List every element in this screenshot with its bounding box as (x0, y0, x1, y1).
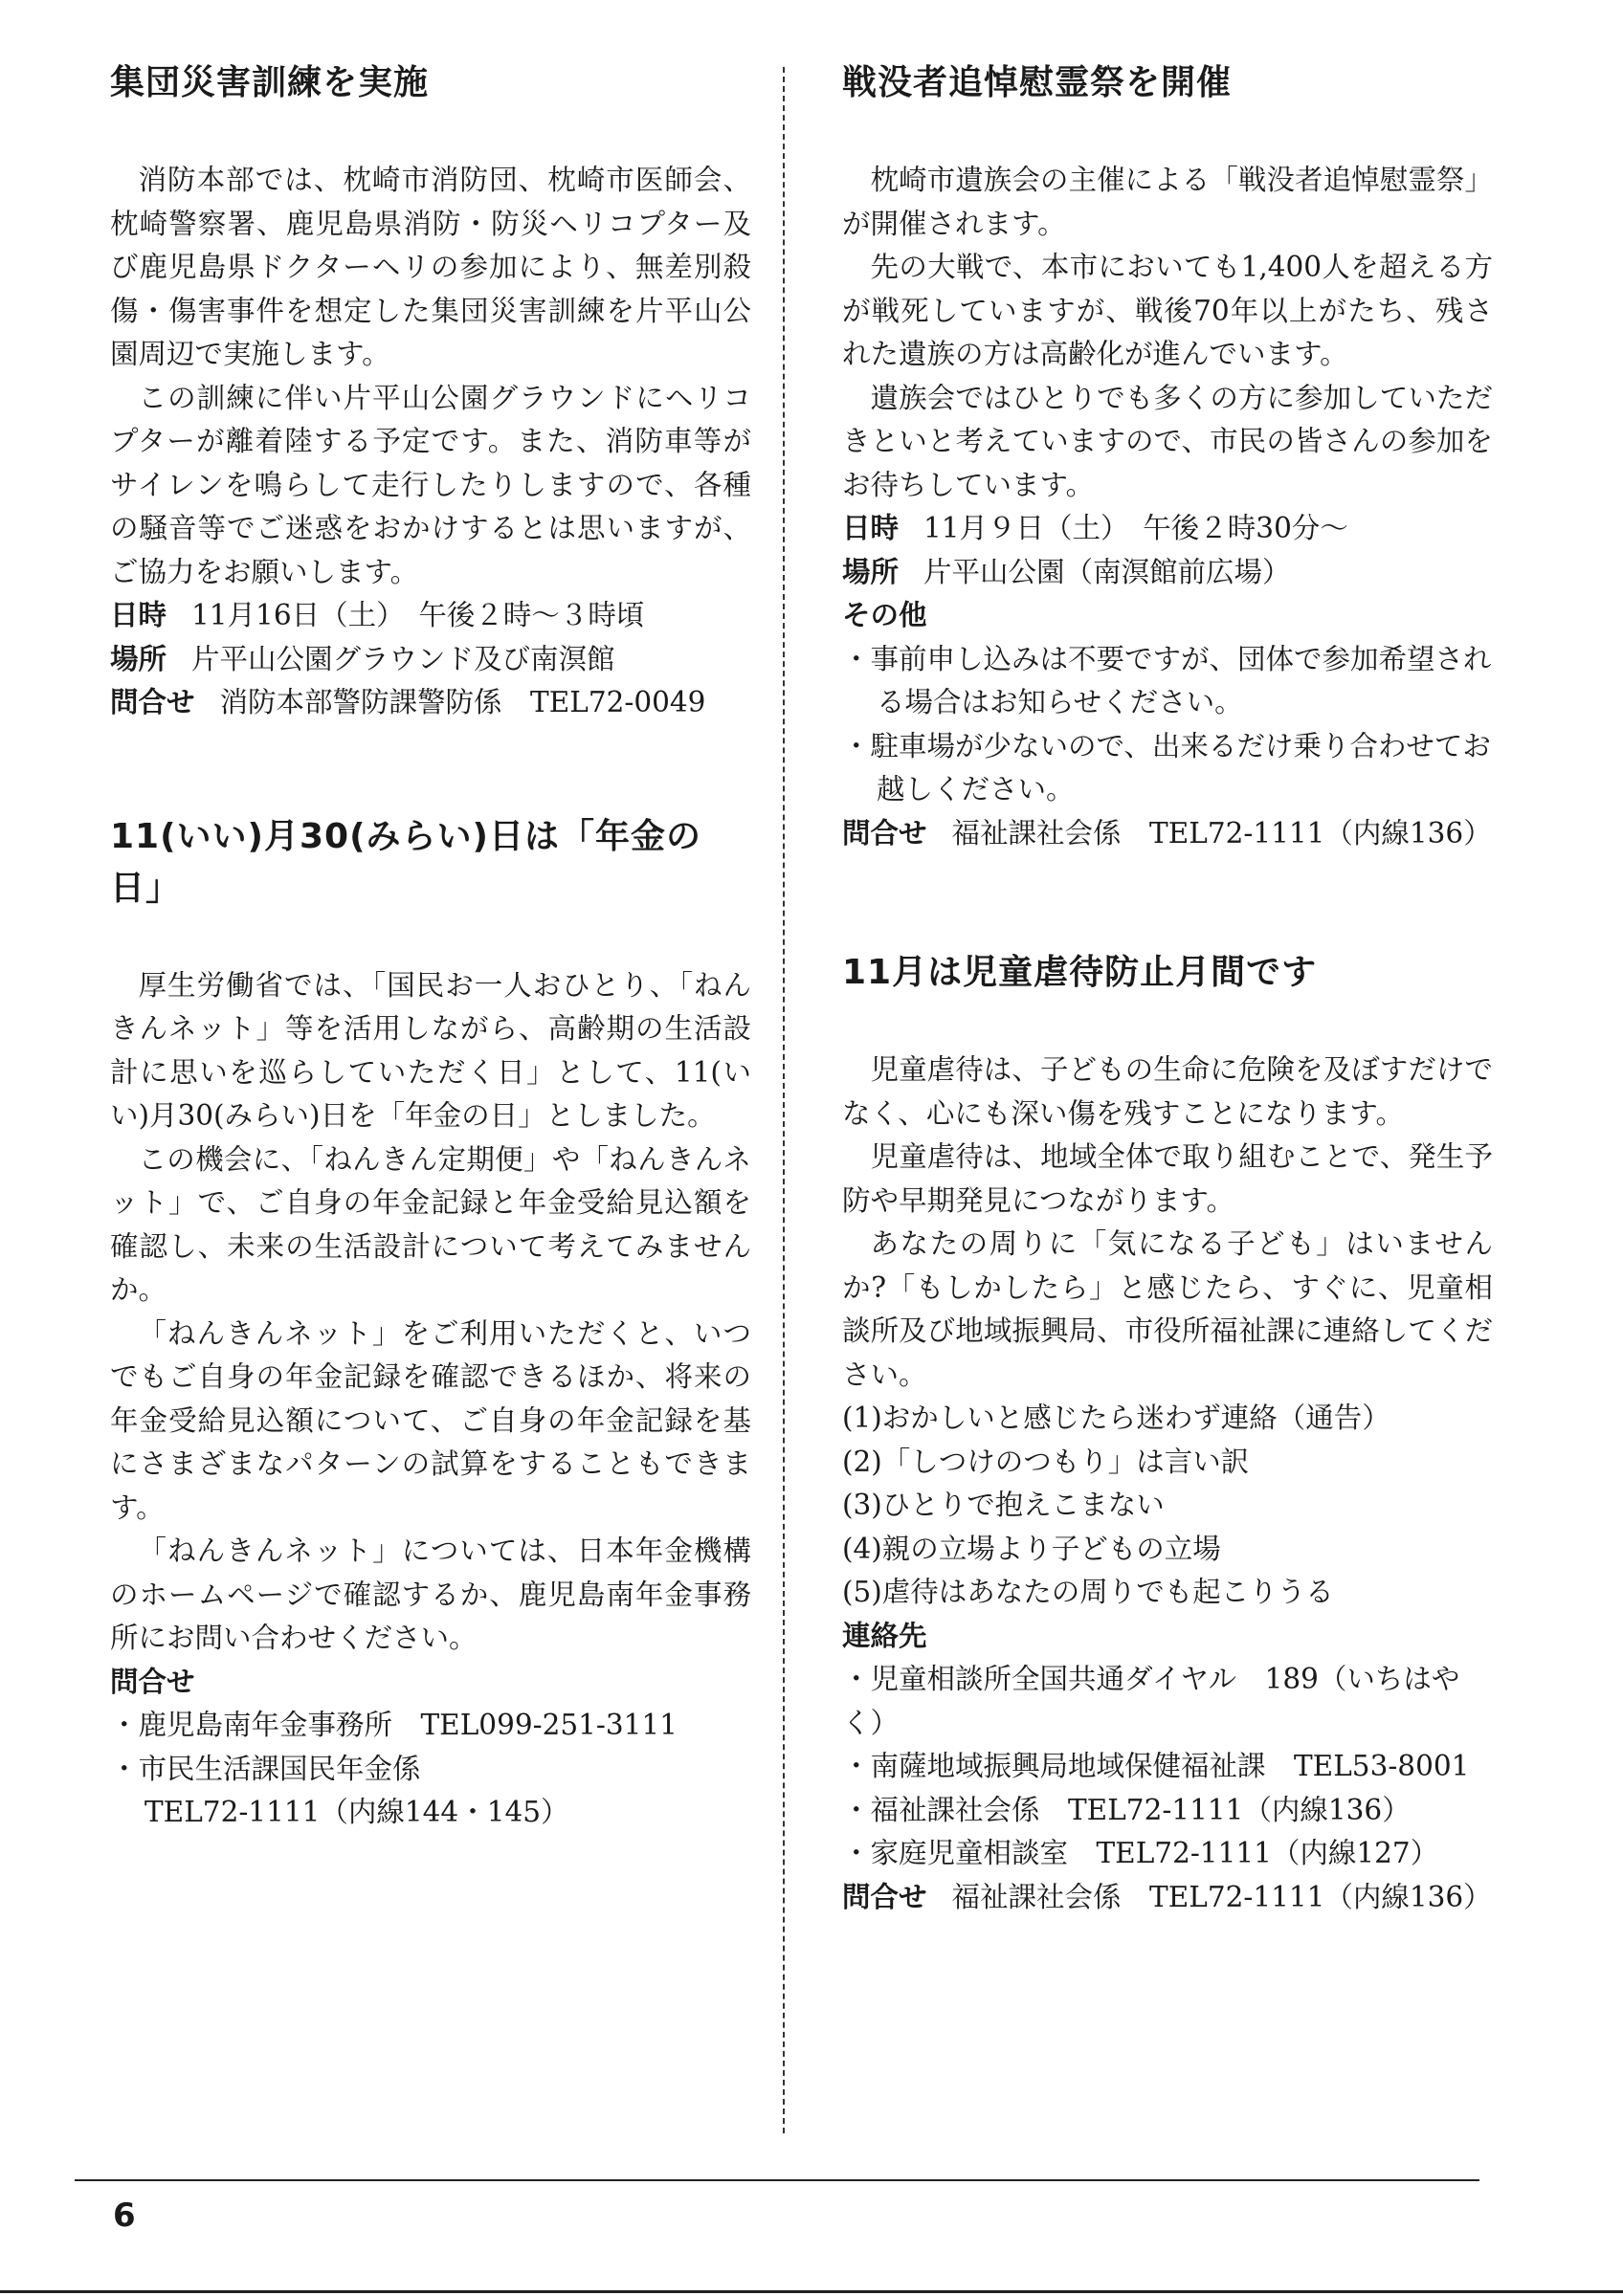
memorial-contact-row (842, 812, 1493, 856)
abuse-contact-row (842, 1876, 1493, 1920)
pension-contact-2: ・市民生活課国民年金係 (110, 1752, 421, 1785)
abuse-liaison-3: ・福祉課社会係 TEL72-1111（内線136） (842, 1793, 1411, 1826)
pension-article (110, 811, 751, 1835)
memorial-place-value: 片平山公園（南溟館前広場） (923, 555, 1291, 588)
abuse-liaison-1: ・児童相談所全国共通ダイヤル 189（いちはやく） (842, 1663, 1460, 1739)
abuse-paragraph-1: 児童虐待は、子どもの生命に危険を及ぼすだけでなく、心にも深い傷を残すことになります。 (842, 1053, 1493, 1130)
memorial-paragraph-3: 遺族会ではひとりでも多くの方に参加していただきといと考えていますので、市民の皆さんの参加をお待ちしています。 (842, 381, 1493, 501)
memorial-contact-label: 問合せ (842, 816, 927, 850)
memorial-date-label: 日時 (842, 512, 900, 544)
left-column (110, 57, 751, 1835)
drill-paragraph-2: この訓練に伴い片平山公園グラウンドにヘリコプターが離着陸する予定です。また、消防車等がサイレンを鳴らして走行したりしますので、各種の騒音等でご迷惑をおかけするとは思いますが、ご協力をお願いします。 (110, 381, 751, 588)
drill-place-row (110, 638, 751, 682)
pension-paragraph-1: 厚生労働省では、「国民お一人おひとり、「ねんきんネット」等を活用しながら、高齢期の生活設計に思いを巡らしていただく日」として、11(いい)月30(みらい)日を「年金の日」としました。 (110, 968, 751, 1132)
column-divider (783, 67, 785, 2133)
memorial-place-label: 場所 (842, 555, 900, 588)
abuse-contact-label: 問合せ (842, 1880, 927, 1913)
footer-rule (75, 2179, 1479, 2181)
pension-title: 11(いい)月30(みらい)日は「年金の日」 (110, 816, 702, 908)
abuse-paragraph-2: 児童虐待は、地域全体で取り組むことで、発生予防や早期発見につながります。 (842, 1140, 1493, 1217)
abuse-point-1: (1)おかしいと感じたら迷わず連絡（通告） (842, 1402, 1390, 1434)
abuse-liaison-4: ・家庭児童相談室 TEL72-1111（内線127） (842, 1837, 1439, 1869)
drill-date-label: 日時 (110, 599, 167, 631)
memorial-paragraph-1: 枕崎市遺族会の主催による「戦没者追悼慰霊祭」が開催されます。 (842, 164, 1493, 240)
pension-contact-2-tel: TEL72-1111（内線144・145） (145, 1796, 569, 1828)
abuse-point-4: (4)親の立場より子どもの立場 (842, 1532, 1221, 1565)
abuse-liaison-label: 連絡先 (842, 1619, 927, 1652)
page-number: 6 (113, 2197, 136, 2235)
drill-place-label: 場所 (110, 642, 167, 675)
memorial-place-row (842, 551, 1493, 595)
pension-contact-1: ・鹿児島南年金事務所 TEL099-251-3111 (110, 1709, 678, 1741)
memorial-other-item-1: ・事前申し込みは不要ですが、団体で参加希望される場合はお知らせください。 (842, 642, 1492, 718)
memorial-date-value: 11月９日（土） 午後２時30分〜 (923, 512, 1348, 544)
pension-paragraph-4: 「ねんきんネット」については、日本年金機構のホームページで確認するか、鹿児島南年金事務所にお問い合わせください。 (110, 1534, 751, 1654)
drill-date-row (110, 594, 751, 638)
memorial-paragraph-2: 先の大戦で、本市においても1,400人を超える方が戦死していますが、戦後70年以上がたち、残された遺族の方は高齢化が進んでいます。 (842, 251, 1493, 370)
drill-date-value: 11月16日（土） 午後２時〜３時頃 (191, 599, 645, 631)
pension-paragraph-2: この機会に、「ねんきん定期便」や「ねんきんネット」で、ご自身の年金記録と年金受給見込額を確認し、未来の生活設計について考えてみませんか。 (110, 1142, 751, 1306)
right-column (842, 57, 1493, 1919)
drill-contact-label: 問合せ (110, 686, 195, 718)
memorial-title: 戦没者追悼慰霊祭を開催 (842, 63, 1233, 102)
drill-place-value: 片平山公園グラウンド及び南溟館 (191, 642, 615, 675)
spacer (110, 725, 751, 811)
drill-contact-value: 消防本部警防課警防係 TEL72-0049 (219, 686, 706, 718)
abuse-article (842, 947, 1493, 1919)
drill-article (110, 57, 751, 725)
memorial-other-label: その他 (842, 599, 927, 631)
abuse-paragraph-3: あなたの周りに「気になる子ども」はいませんか?「もしかしたら」と感じたら、すぐに、児童相談所及び地域振興局、市役所福祉課に連絡してください。 (842, 1227, 1493, 1391)
abuse-title: 11月は児童虐待防止月間です (842, 953, 1318, 992)
drill-contact-row (110, 681, 751, 725)
memorial-article (842, 57, 1493, 855)
memorial-contact-value: 福祉課社会係 TEL72-1111（内線136） (951, 816, 1492, 850)
abuse-contact-value: 福祉課社会係 TEL72-1111（内線136） (951, 1880, 1492, 1913)
drill-paragraph-1: 消防本部では、枕崎市消防団、枕崎市医師会、枕崎警察署、鹿児島県消防・防災ヘリコプター及び鹿児島県ドクターヘリの参加により、無差別殺傷・傷害事件を想定した集団災害訓練を片平山公園周辺で実施します。 (110, 164, 751, 370)
spacer (842, 855, 1493, 947)
pension-paragraph-3: 「ねんきんネット」をご利用いただくと、いつでもご自身の年金記録を確認できるほか、将来の年金受給見込額について、ご自身の年金記録を基にさまざまなパターンの試算をすることもできます。 (110, 1316, 751, 1524)
memorial-date-row (842, 507, 1493, 551)
abuse-point-5: (5)虐待はあなたの周りでも起こりうる (842, 1576, 1334, 1608)
page-bottom-edge (0, 2290, 1623, 2293)
abuse-point-2: (2)「しつけのつもり」は言い訳 (842, 1445, 1250, 1478)
memorial-other-item-2: ・駐車場が少ないので、出来るだけ乗り合わせてお越しください。 (842, 729, 1491, 806)
abuse-point-3: (3)ひとりで抱えこまない (842, 1489, 1165, 1521)
abuse-liaison-2: ・南薩地域振興局地域保健福祉課 TEL53-8001 (842, 1750, 1470, 1782)
drill-title: 集団災害訓練を実施 (110, 63, 430, 102)
pension-contact-label: 問合せ (110, 1665, 195, 1698)
